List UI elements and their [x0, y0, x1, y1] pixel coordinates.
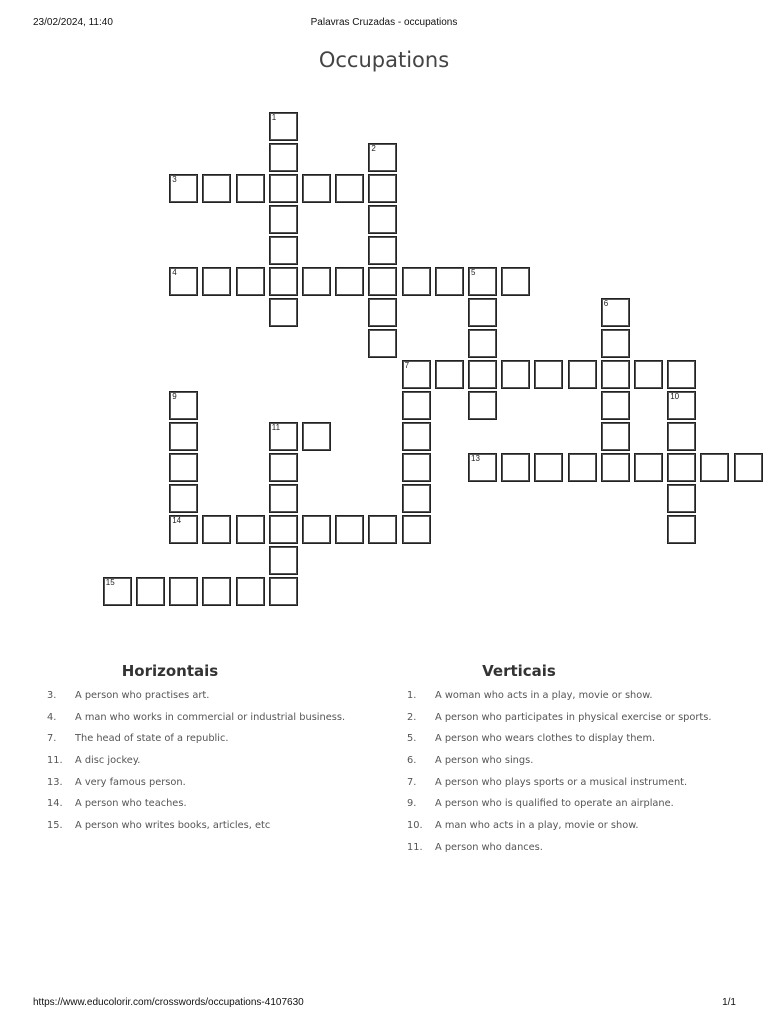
clue-number: 11.	[407, 841, 423, 853]
grid-cell[interactable]	[269, 453, 298, 482]
grid-cell[interactable]	[601, 360, 630, 389]
grid-cell[interactable]	[202, 577, 231, 606]
clue-text: A man who works in commercial or industrial business.	[75, 711, 346, 723]
grid-cell[interactable]	[402, 422, 431, 451]
grid-cell[interactable]	[468, 329, 497, 358]
grid-cell[interactable]	[302, 174, 331, 203]
grid-cell[interactable]	[169, 174, 198, 203]
grid-cell[interactable]	[236, 174, 265, 203]
clue-number: 13.	[47, 776, 63, 788]
grid-cell[interactable]	[236, 267, 265, 296]
clue-text: A person who participates in physical exercise or sports.	[435, 711, 712, 723]
grid-cell[interactable]	[435, 267, 464, 296]
clue-text: A person who practises art.	[75, 690, 210, 701]
clue-number: 6	[603, 299, 609, 308]
clue-number: 4	[172, 268, 177, 277]
grid-cell[interactable]	[734, 453, 763, 482]
clue-number: 6.	[407, 755, 417, 767]
grid-cell[interactable]	[402, 453, 431, 482]
grid-cell[interactable]	[568, 453, 597, 482]
grid-cell[interactable]	[501, 360, 530, 389]
grid-cell[interactable]	[667, 515, 696, 544]
down-heading: Verticais	[482, 662, 556, 680]
clue-text: The head of state of a republic.	[75, 733, 229, 745]
clue-number: 11.	[47, 755, 63, 767]
grid-cell[interactable]	[667, 453, 696, 482]
clue-text: A person who plays sports or a musical instrument.	[435, 776, 688, 788]
clue-number: 7.	[407, 776, 417, 788]
grid-cell[interactable]	[335, 267, 364, 296]
clue-number: 2	[371, 144, 376, 153]
grid-cell[interactable]	[634, 453, 663, 482]
grid-cell[interactable]	[335, 515, 364, 544]
grid-cell[interactable]	[468, 391, 497, 420]
grid-cell[interactable]	[202, 515, 231, 544]
grid-cell[interactable]	[368, 205, 397, 234]
grid-cell[interactable]	[169, 577, 198, 606]
grid-cell[interactable]	[169, 267, 198, 296]
clue-number: 15.	[47, 820, 63, 832]
grid-cell[interactable]	[269, 298, 298, 327]
grid-cell[interactable]	[667, 391, 696, 420]
grid-cell[interactable]	[368, 298, 397, 327]
grid-cell[interactable]	[136, 577, 165, 606]
grid-cell[interactable]	[269, 515, 298, 544]
grid-cell[interactable]	[202, 267, 231, 296]
clue-text: A man who acts in a play, movie or show.	[435, 820, 639, 832]
grid-cell[interactable]	[667, 360, 696, 389]
grid-cell[interactable]	[435, 360, 464, 389]
grid-cell[interactable]	[202, 174, 231, 203]
clue-text: A person who teaches.	[75, 798, 187, 810]
grid-cell[interactable]	[269, 174, 298, 203]
puzzle-title: Occupations	[318, 48, 450, 72]
grid-cell[interactable]	[568, 360, 597, 389]
grid-cell[interactable]	[236, 577, 265, 606]
grid-cell[interactable]	[667, 422, 696, 451]
grid-cell[interactable]	[368, 174, 397, 203]
grid-cell[interactable]	[501, 453, 530, 482]
grid-cell[interactable]	[302, 267, 331, 296]
grid-cell[interactable]	[468, 267, 497, 296]
grid-cell[interactable]	[302, 515, 331, 544]
grid-cell[interactable]	[269, 236, 298, 265]
grid-cell[interactable]	[269, 484, 298, 513]
clue-number: 1.	[407, 690, 417, 701]
clue-number: 7	[404, 361, 410, 370]
grid-cell[interactable]	[601, 391, 630, 420]
clue-number: 9.	[407, 798, 417, 810]
grid-cell[interactable]	[402, 267, 431, 296]
clue-text: A person who is qualified to operate an airplane.	[435, 798, 674, 810]
clue-text: A person who dances.	[435, 841, 543, 853]
grid-cell[interactable]	[169, 422, 198, 451]
clue-text: A disc jockey.	[75, 755, 141, 767]
grid-cell[interactable]	[534, 453, 563, 482]
clue-text: A very famous person.	[75, 776, 186, 788]
grid-cell[interactable]	[269, 577, 298, 606]
grid-cell[interactable]	[634, 360, 663, 389]
clue-number: 15	[105, 578, 115, 587]
clue-text: A person who writes books, articles, etc	[75, 820, 271, 832]
grid-cell[interactable]	[169, 515, 198, 544]
grid-cell[interactable]	[468, 298, 497, 327]
clue-number: 5.	[407, 733, 417, 745]
grid-cell[interactable]	[335, 174, 364, 203]
grid-cell[interactable]	[468, 453, 497, 482]
grid-cell[interactable]	[402, 360, 431, 389]
clue-number: 14	[172, 516, 182, 525]
page-number: 1/1	[722, 997, 736, 1008]
clue-number: 11	[271, 423, 281, 432]
clue-text: A woman who acts in a play, movie or show.	[435, 690, 653, 701]
grid-cell[interactable]	[269, 112, 298, 141]
grid-cell[interactable]	[269, 205, 298, 234]
grid-cell[interactable]	[402, 484, 431, 513]
clue-number: 9	[172, 392, 177, 401]
grid-cell[interactable]	[103, 577, 132, 606]
grid-cell[interactable]	[700, 453, 729, 482]
grid-cell[interactable]	[368, 329, 397, 358]
grid-cell[interactable]	[601, 298, 630, 327]
clue-number: 3	[172, 175, 177, 184]
grid-cell[interactable]	[402, 391, 431, 420]
print-title: Palavras Cruzadas - occupations	[310, 17, 458, 28]
grid-cell[interactable]	[501, 267, 530, 296]
clue-number: 14.	[47, 798, 63, 810]
grid-cell[interactable]	[302, 422, 331, 451]
clue-text: A person who wears clothes to display them.	[435, 733, 656, 745]
grid-cell[interactable]	[468, 360, 497, 389]
clue-number: 10	[670, 392, 680, 401]
across-heading: Horizontais	[121, 662, 219, 680]
footer-url: https://www.educolorir.com/crosswords/occupations-4107630	[33, 997, 304, 1008]
grid-cell[interactable]	[601, 453, 630, 482]
clue-number: 10.	[407, 820, 423, 832]
clue-number: 7.	[47, 733, 57, 745]
grid-cell[interactable]	[269, 422, 298, 451]
grid-cell[interactable]	[368, 267, 397, 296]
clue-number: 4.	[47, 711, 57, 723]
clue-number: 2.	[407, 711, 417, 723]
grid-cell[interactable]	[667, 484, 696, 513]
grid-cell[interactable]	[368, 515, 397, 544]
clue-number: 13	[471, 454, 480, 463]
grid-cell[interactable]	[368, 143, 397, 172]
grid-cell[interactable]	[368, 236, 397, 265]
grid-cell[interactable]	[269, 546, 298, 575]
grid-cell[interactable]	[169, 391, 198, 420]
clue-text: A person who sings.	[435, 755, 534, 767]
grid-cell[interactable]	[236, 515, 265, 544]
grid-cell[interactable]	[269, 267, 298, 296]
clue-number: 3.	[47, 690, 57, 701]
grid-cell[interactable]	[169, 484, 198, 513]
clue-number: 5	[471, 268, 476, 277]
grid-cell[interactable]	[169, 453, 198, 482]
grid-cell[interactable]	[402, 515, 431, 544]
print-date: 23/02/2024, 11:40	[33, 17, 113, 28]
grid-cell[interactable]	[601, 422, 630, 451]
grid-cell[interactable]	[601, 329, 630, 358]
clue-number: 1	[271, 113, 277, 122]
grid-cell[interactable]	[269, 143, 298, 172]
grid-cell[interactable]	[534, 360, 563, 389]
